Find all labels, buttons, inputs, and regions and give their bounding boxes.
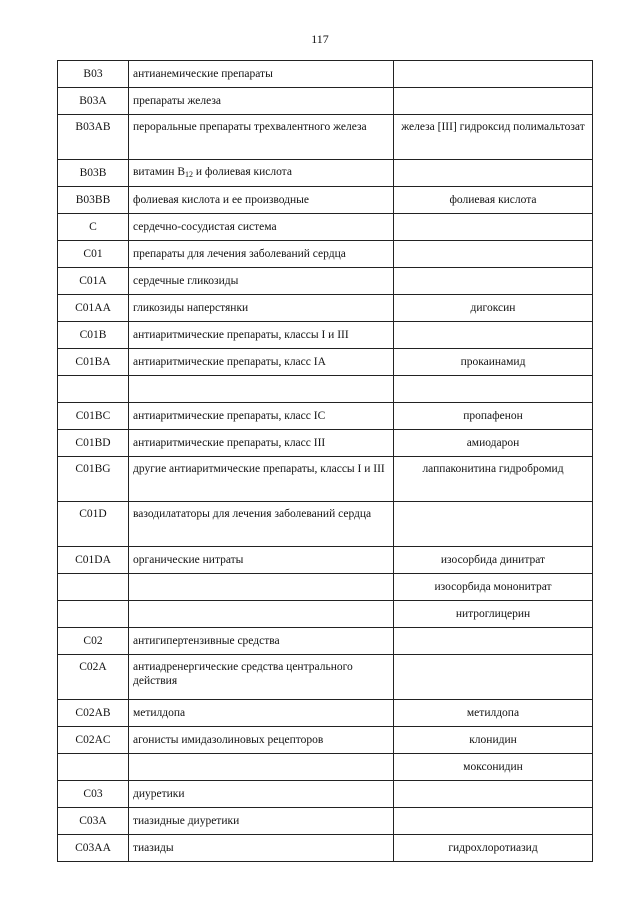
table-row xyxy=(58,241,593,268)
atc-group-cell: антиаритмические препараты, класс IC xyxy=(129,403,394,430)
atc-code-cell: C02A xyxy=(58,655,129,700)
atc-code-cell: C xyxy=(58,214,129,241)
atc-code-cell: C02AB xyxy=(58,700,129,727)
table-row xyxy=(58,457,593,502)
table-row xyxy=(58,376,593,403)
drug-name-cell: дигоксин xyxy=(394,295,593,322)
drug-name-cell: гидрохлоротиазид xyxy=(394,835,593,862)
table-row xyxy=(58,601,593,628)
drug-name-cell: амиодарон xyxy=(394,430,593,457)
drug-name-cell: лаппаконитина гидробромид xyxy=(394,457,593,502)
atc-code-cell: C02 xyxy=(58,628,129,655)
drug-name-cell: пропафенон xyxy=(394,403,593,430)
atc-code-cell: C01B xyxy=(58,322,129,349)
table-row xyxy=(58,88,593,115)
table-row xyxy=(58,835,593,862)
atc-code-cell xyxy=(58,754,129,781)
table-row xyxy=(58,214,593,241)
atc-code-cell: B03B xyxy=(58,160,129,187)
drug-name-cell: прокаинамид xyxy=(394,349,593,376)
drug-name-cell xyxy=(394,61,593,88)
drug-name-cell xyxy=(394,655,593,700)
atc-group-cell xyxy=(129,574,394,601)
atc-group-cell: сердечные гликозиды xyxy=(129,268,394,295)
table-row xyxy=(58,808,593,835)
drug-name-cell xyxy=(394,214,593,241)
drug-name-cell: клонидин xyxy=(394,727,593,754)
table-row xyxy=(58,61,593,88)
atc-group-cell: антиаритмические препараты, класс III xyxy=(129,430,394,457)
table-row xyxy=(58,295,593,322)
drug-name-cell: фолиевая кислота xyxy=(394,187,593,214)
atc-code-cell xyxy=(58,574,129,601)
atc-group-cell: метилдопа xyxy=(129,700,394,727)
atc-code-cell: C01 xyxy=(58,241,129,268)
drug-name-cell: моксонидин xyxy=(394,754,593,781)
table-row xyxy=(58,115,593,160)
atc-group-cell: фолиевая кислота и ее производные xyxy=(129,187,394,214)
table-row xyxy=(58,574,593,601)
medication-table xyxy=(57,60,593,862)
atc-code-cell xyxy=(58,601,129,628)
atc-group-cell xyxy=(129,601,394,628)
drug-name-cell xyxy=(394,502,593,547)
atc-group-cell: тиазиды xyxy=(129,835,394,862)
drug-name-cell xyxy=(394,808,593,835)
atc-group-cell: другие антиаритмические препараты, классы I и III xyxy=(129,457,394,502)
atc-group-cell: вазодилататоры для лечения заболеваний сердца xyxy=(129,502,394,547)
atc-code-cell: C01A xyxy=(58,268,129,295)
atc-group-cell xyxy=(129,754,394,781)
group-text: и фолиевая кислота xyxy=(193,165,292,178)
table-row xyxy=(58,628,593,655)
atc-code-cell: C01BC xyxy=(58,403,129,430)
drug-name-cell xyxy=(394,376,593,403)
atc-group-cell: антианемические препараты xyxy=(129,61,394,88)
group-text: витамин B xyxy=(133,165,185,178)
table-row xyxy=(58,754,593,781)
atc-code-cell: C01AA xyxy=(58,295,129,322)
page-number: 117 xyxy=(311,32,329,46)
table-row xyxy=(58,547,593,574)
atc-group-cell: органические нитраты xyxy=(129,547,394,574)
atc-group-cell: препараты железа xyxy=(129,88,394,115)
atc-code-cell xyxy=(58,376,129,403)
drug-name-cell xyxy=(394,88,593,115)
atc-code-cell: B03 xyxy=(58,61,129,88)
atc-code-cell: C01D xyxy=(58,502,129,547)
atc-code-cell: C03 xyxy=(58,781,129,808)
atc-group-cell: тиазидные диуретики xyxy=(129,808,394,835)
drug-name-cell: метилдопа xyxy=(394,700,593,727)
atc-group-cell: антиадренергические средства центрального действия xyxy=(129,655,394,700)
table-row xyxy=(58,160,593,187)
atc-group-cell: антиаритмические препараты, класс IA xyxy=(129,349,394,376)
atc-group-cell: антиаритмические препараты, классы I и III xyxy=(129,322,394,349)
atc-code-cell: C02AC xyxy=(58,727,129,754)
table-row xyxy=(58,781,593,808)
table-row xyxy=(58,322,593,349)
table-row xyxy=(58,403,593,430)
atc-code-cell: C01BD xyxy=(58,430,129,457)
drug-name-cell xyxy=(394,781,593,808)
atc-group-cell: гликозиды наперстянки xyxy=(129,295,394,322)
drug-name-cell xyxy=(394,628,593,655)
atc-code-cell: C03A xyxy=(58,808,129,835)
table-row xyxy=(58,268,593,295)
atc-code-cell: C01BA xyxy=(58,349,129,376)
table-row xyxy=(58,187,593,214)
atc-code-cell: B03AB xyxy=(58,115,129,160)
atc-group-cell: диуретики xyxy=(129,781,394,808)
atc-group-cell: агонисты имидазолиновых рецепторов xyxy=(129,727,394,754)
drug-name-cell xyxy=(394,322,593,349)
atc-group-cell xyxy=(129,160,394,187)
atc-code-cell: C01BG xyxy=(58,457,129,502)
drug-name-cell xyxy=(394,241,593,268)
table-row xyxy=(58,655,593,700)
atc-group-cell: сердечно-сосудистая система xyxy=(129,214,394,241)
atc-code-cell: B03BB xyxy=(58,187,129,214)
drug-name-cell: изосорбида динитрат xyxy=(394,547,593,574)
drug-name-cell: изосорбида мононитрат xyxy=(394,574,593,601)
atc-group-cell: пероральные препараты трехвалентного железа xyxy=(129,115,394,160)
table-row xyxy=(58,727,593,754)
table-row xyxy=(58,700,593,727)
atc-code-cell: B03A xyxy=(58,88,129,115)
drug-name-cell: нитроглицерин xyxy=(394,601,593,628)
atc-group-cell: препараты для лечения заболеваний сердца xyxy=(129,241,394,268)
table-row xyxy=(58,430,593,457)
table-row xyxy=(58,502,593,547)
group-subscript: 12 xyxy=(185,169,193,179)
drug-name-cell: железа [III] гидроксид полимальтозат xyxy=(394,115,593,160)
atc-code-cell: C01DA xyxy=(58,547,129,574)
drug-name-cell xyxy=(394,268,593,295)
atc-group-cell xyxy=(129,376,394,403)
atc-group-cell: антигипертензивные средства xyxy=(129,628,394,655)
drug-name-cell xyxy=(394,160,593,187)
atc-code-cell: C03AA xyxy=(58,835,129,862)
table-row xyxy=(58,349,593,376)
